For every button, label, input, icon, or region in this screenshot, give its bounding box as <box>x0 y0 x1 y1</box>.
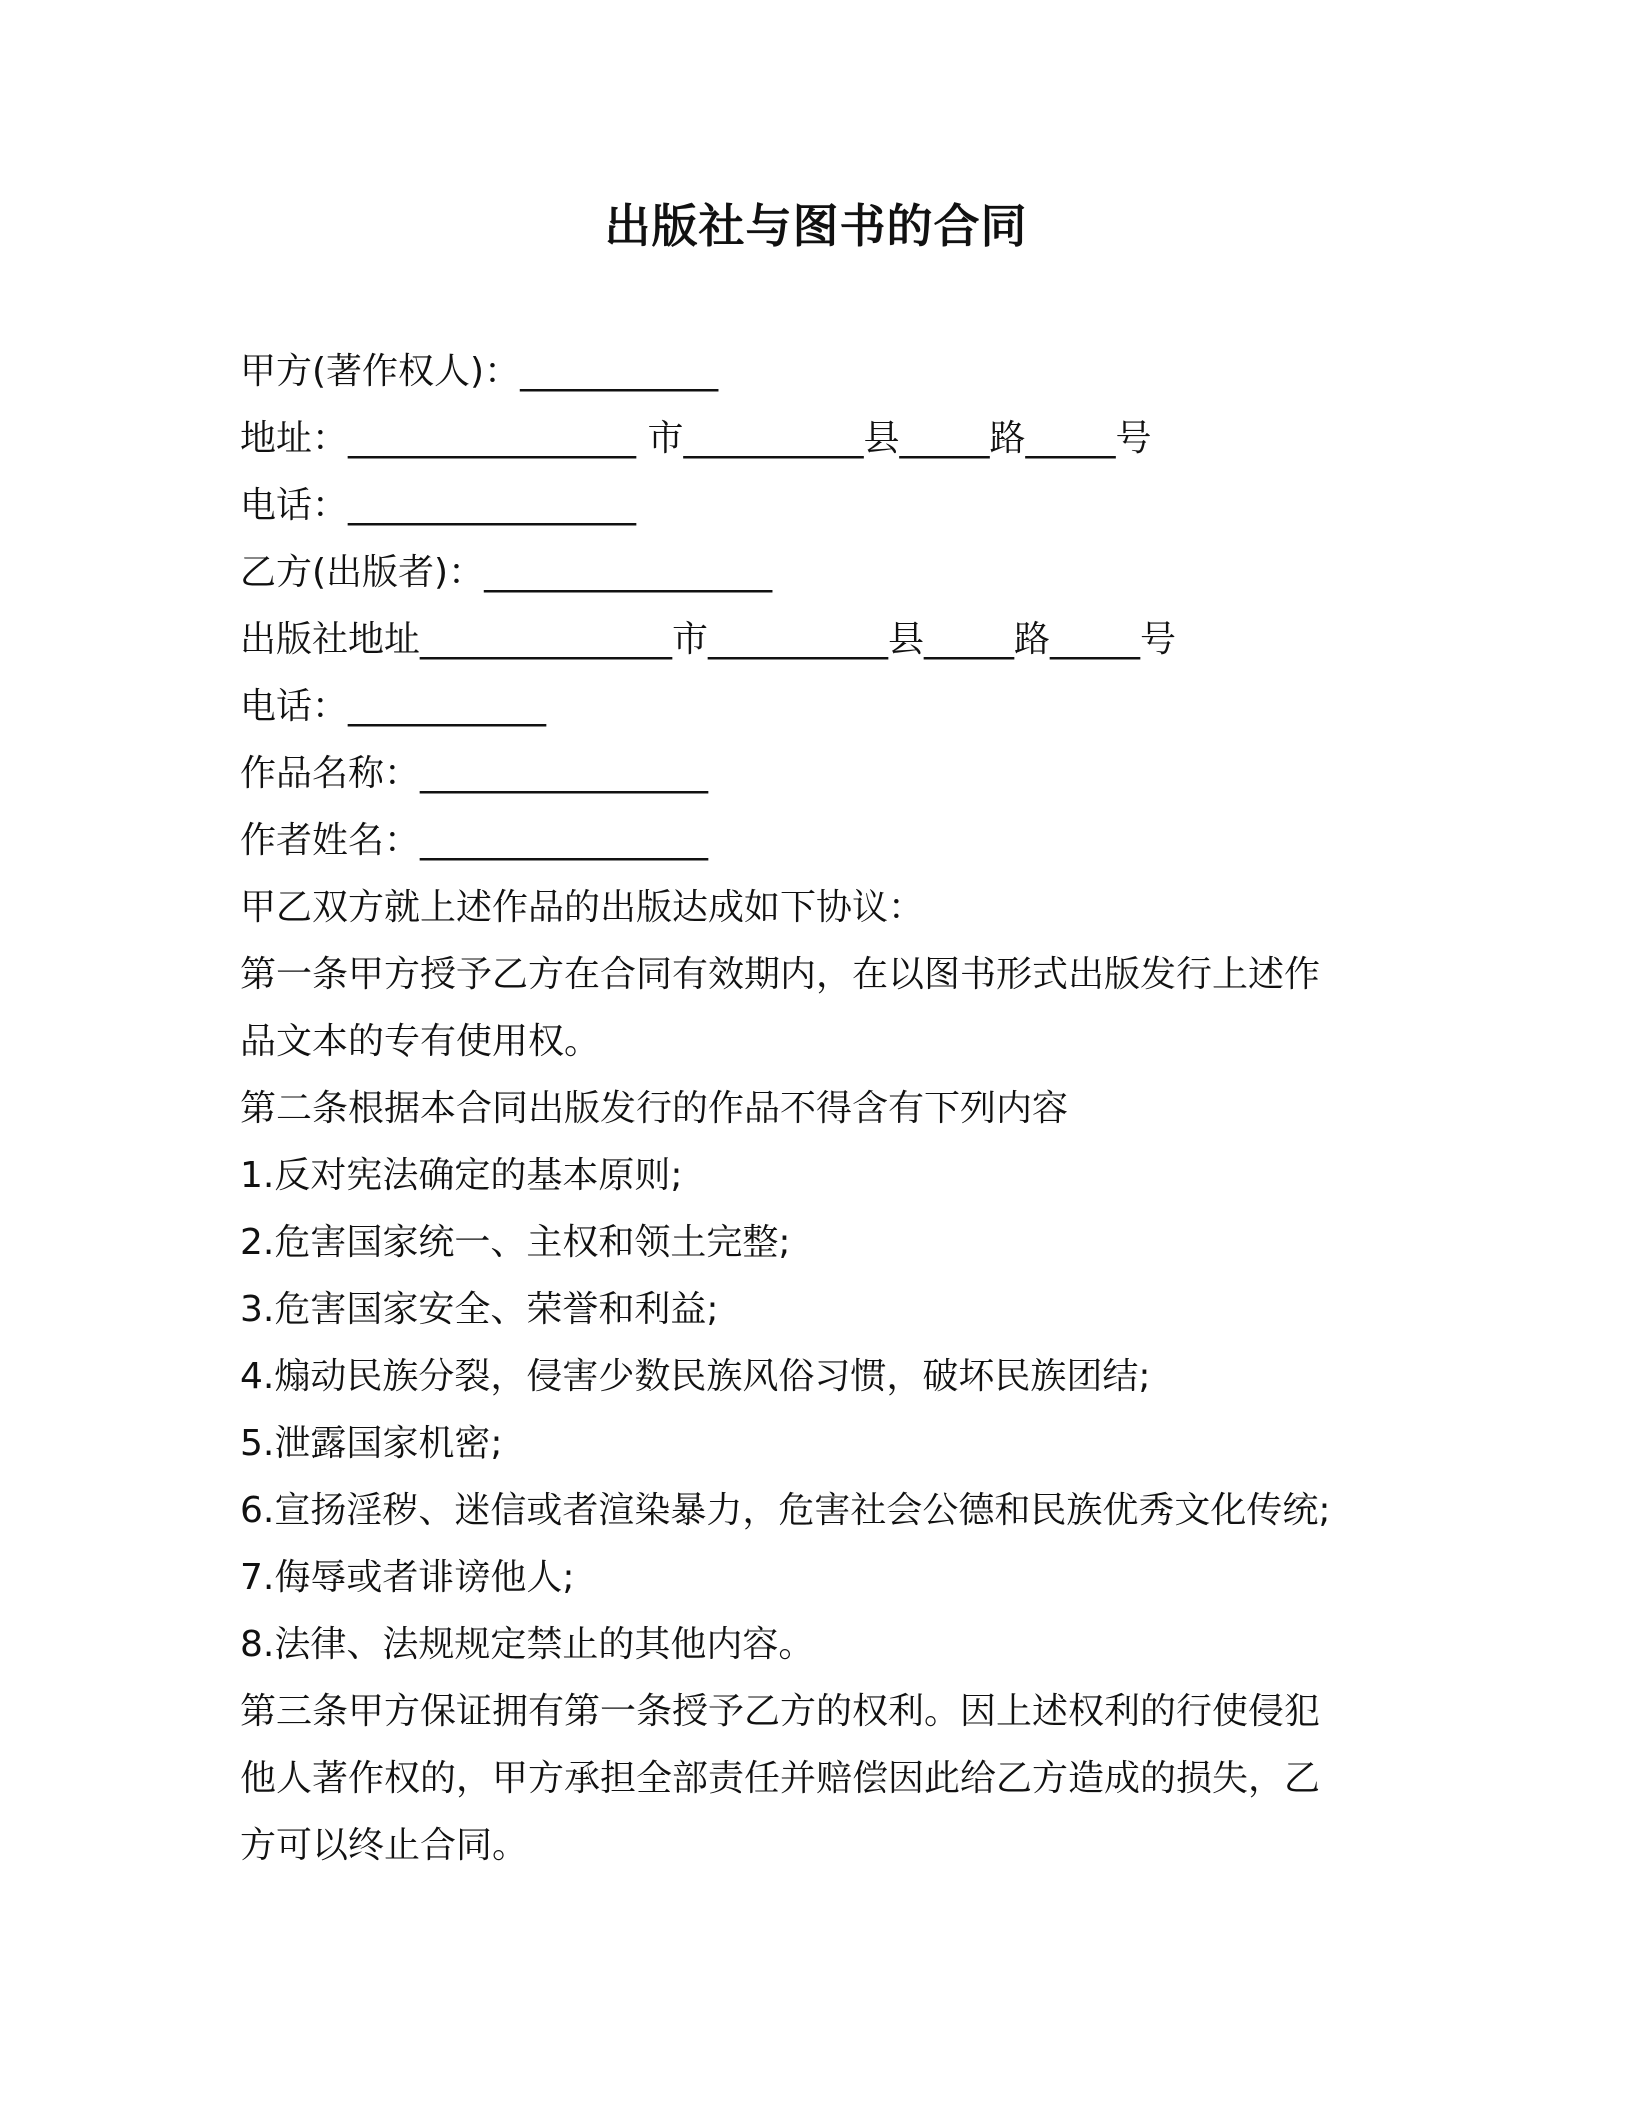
article-2-item-5: 5.泄露国家机密; <box>240 1423 503 1464</box>
article-1-line-1: 第一条甲方授予乙方在合同有效期内，在以图书形式出版发行上述作 <box>240 954 1321 995</box>
article-3-line-1: 第三条甲方保证拥有第一条授予乙方的权利。因上述权利的行使侵犯 <box>240 1691 1321 1732</box>
party-a-address-line: 地址：________________ 市__________县_____路_____号 <box>240 418 1152 459</box>
article-3-line-3: 方可以终止合同。 <box>240 1825 529 1866</box>
article-2-item-8: 8.法律、法规规定禁止的其他内容。 <box>240 1624 815 1665</box>
document-body <box>240 338 1400 1879</box>
agreement-intro-line: 甲乙双方就上述作品的出版达成如下协议： <box>240 887 925 928</box>
party-a-line: 甲方(著作权人)：___________ <box>240 351 719 392</box>
article-2-item-6: 6.宣扬淫秽、迷信或者渲染暴力，危害社会公德和民族优秀文化传统; <box>240 1490 1331 1531</box>
publisher-address-line: 出版社地址______________市__________县_____路_____号 <box>240 619 1177 660</box>
article-2-item-2: 2.危害国家统一、主权和领土完整; <box>240 1222 791 1263</box>
article-3-line-2: 他人著作权的，甲方承担全部责任并赔偿因此给乙方造成的损失，乙 <box>240 1758 1321 1799</box>
party-b-phone-line: 电话：___________ <box>240 686 547 727</box>
article-2-heading: 第二条根据本合同出版发行的作品不得含有下列内容 <box>240 1088 1069 1129</box>
article-2-item-1: 1.反对宪法确定的基本原则; <box>240 1155 683 1196</box>
article-1-line-2: 品文本的专有使用权。 <box>240 1021 601 1062</box>
document-title: 出版社与图书的合同 <box>604 199 1028 253</box>
article-2-item-7: 7.侮辱或者诽谤他人; <box>240 1557 575 1598</box>
article-2-item-3: 3.危害国家安全、荣誉和利益; <box>240 1289 719 1330</box>
work-title-line: 作品名称：________________ <box>240 753 709 794</box>
author-name-line: 作者姓名：________________ <box>240 820 709 861</box>
article-2-item-4: 4.煽动民族分裂，侵害少数民族风俗习惯，破坏民族团结; <box>240 1356 1151 1397</box>
party-b-line: 乙方(出版者)：________________ <box>240 552 773 593</box>
party-a-phone-line: 电话：________________ <box>240 485 637 526</box>
